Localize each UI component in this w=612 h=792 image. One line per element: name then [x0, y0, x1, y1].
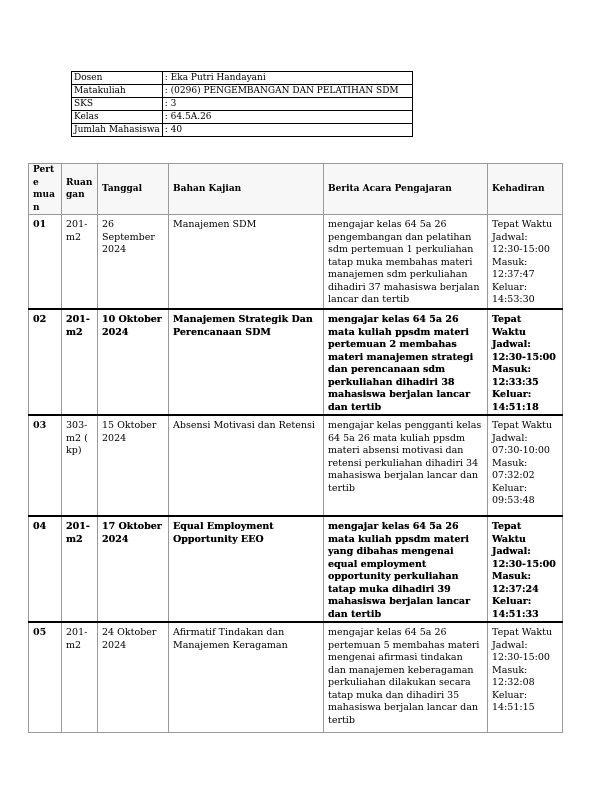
info-row-matakuliah	[72, 85, 413, 98]
info-row-jumlah	[72, 124, 413, 137]
info-row-sks	[72, 98, 413, 111]
info-label: Jumlah Mahasiswa	[72, 124, 163, 137]
info-value: : 3	[162, 98, 412, 111]
topic: Manajemen SDM	[169, 215, 324, 310]
info-value: : 64.5A.26	[162, 111, 412, 124]
course-info-table	[71, 71, 413, 137]
topic: Absensi Motivasi dan Retensi	[169, 415, 324, 516]
attendance: Tepat Waktu Jadwal: 07:30-10:00 Masuk: 07:32:02 Keluar: 09:53:48	[488, 415, 563, 516]
date: 26 September 2024	[98, 215, 169, 310]
description: mengajar kelas 64 5a 26 pertemuan 5 membahas materi mengenai afirmasi tindakan dan manajemen keberagaman perkuliahan dilakukan secara tatap muka dan dihadiri 35 mahasiswa berjalan lancar dan tertib	[324, 622, 488, 733]
meeting-number: 03	[29, 415, 62, 516]
header-description: Berita Acara Pengajaran	[324, 164, 488, 215]
attendance: Tepat Waktu Jadwal: 12:30-15:00 Masuk: 12:37:24 Keluar: 14:51:33	[488, 516, 563, 622]
header-attendance: Kehadiran	[488, 164, 563, 215]
header-topic: Bahan Kajian	[169, 164, 324, 215]
info-value: : Eka Putri Handayani	[162, 72, 412, 85]
meeting-number: 02	[29, 309, 62, 415]
info-label: Kelas	[72, 111, 163, 124]
description: mengajar kelas 64 5a 26 pengembangan dan pelatihan sdm pertemuan 1 perkuliahan tatap muka membahas materi manajemen sdm perkuliahan dihadiri 37 mahasiswa berjalan lancar dan tertib	[324, 215, 488, 310]
date: 10 Oktober 2024	[98, 309, 169, 415]
attendance: Tepat Waktu Jadwal: 12:30-15:00 Masuk: 12:32:08 Keluar: 14:51:15	[488, 622, 563, 733]
meeting-number: 01	[29, 215, 62, 310]
room: 303-m2 ( kp)	[62, 415, 98, 516]
table-row	[29, 415, 563, 516]
description: mengajar kelas 64 5a 26 mata kuliah ppsdm materi pertemuan 2 membahas materi manajemen strategi dan perencanaan sdm perkuliahan dihadiri 38 mahasiswa berjalan lancar dan tertib	[324, 309, 488, 415]
date: 24 Oktober 2024	[98, 622, 169, 733]
header-meeting: Perte muan	[29, 164, 62, 215]
table-row	[29, 309, 563, 415]
room: 201-m2	[62, 622, 98, 733]
description: mengajar kelas pengganti kelas 64 5a 26 mata kuliah ppsdm materi absensi motivasi dan retensi perkuliahan dihadiri 34 mahasiswa berjalan lancar dan tertib	[324, 415, 488, 516]
table-row	[29, 622, 563, 733]
header-room: Ruan gan	[62, 164, 98, 215]
table-header-row	[29, 164, 563, 215]
date: 17 Oktober 2024	[98, 516, 169, 622]
room: 201-m2	[62, 516, 98, 622]
info-row-kelas	[72, 111, 413, 124]
header-date: Tanggal	[98, 164, 169, 215]
topic: Afirmatif Tindakan dan Manajemen Keragaman	[169, 622, 324, 733]
meeting-number: 05	[29, 622, 62, 733]
room: 201-m2	[62, 215, 98, 310]
info-row-dosen	[72, 72, 413, 85]
info-value: : 40	[162, 124, 412, 137]
room: 201-m2	[62, 309, 98, 415]
table-row	[29, 215, 563, 310]
info-label: SKS	[72, 98, 163, 111]
topic: Manajemen Strategik Dan Perencanaan SDM	[169, 309, 324, 415]
table-row	[29, 516, 563, 622]
attendance: Tepat Waktu Jadwal: 12:30-15:00 Masuk: 12:33:35 Keluar: 14:51:18	[488, 309, 563, 415]
info-value: : (0296) PENGEMBANGAN DAN PELATIHAN SDM	[162, 85, 412, 98]
description: mengajar kelas 64 5a 26 mata kuliah ppsdm materi yang dibahas mengenai equal employment opportunity perkuliahan tatap muka dihadiri 39 mahasiswa berjalan lancar dan tertib	[324, 516, 488, 622]
date: 15 Oktober 2024	[98, 415, 169, 516]
topic: Equal Employment Opportunity EEO	[169, 516, 324, 622]
meeting-number: 04	[29, 516, 62, 622]
info-label: Matakuliah	[72, 85, 163, 98]
info-label: Dosen	[72, 72, 163, 85]
lecture-log-table	[28, 163, 563, 733]
attendance: Tepat Waktu Jadwal: 12:30-15:00 Masuk: 12:37:47 Keluar: 14:53:30	[488, 215, 563, 310]
